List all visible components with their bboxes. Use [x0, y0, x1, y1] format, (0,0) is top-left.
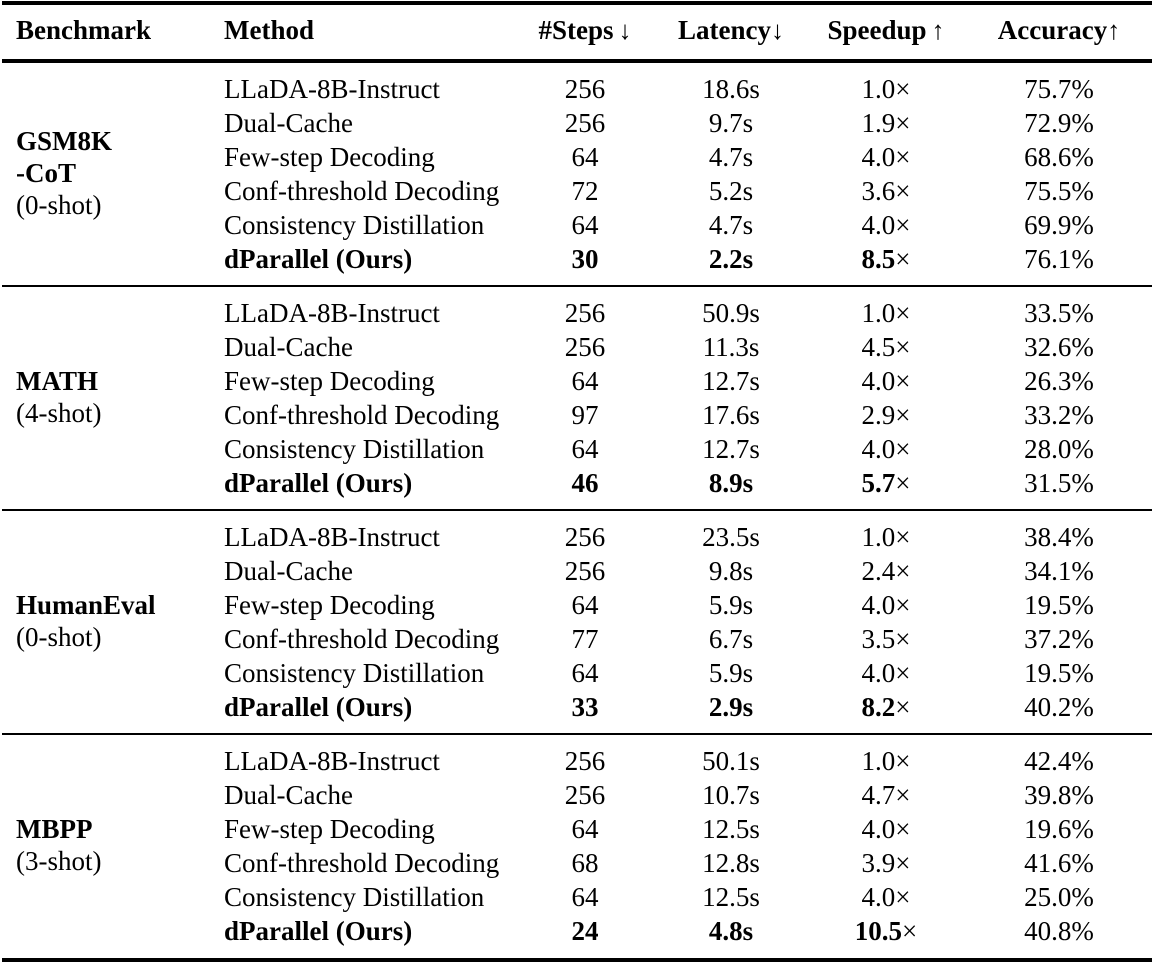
speedup-value-cell: [806, 242, 966, 276]
speedup-value-cell: [806, 330, 966, 364]
latency-value-cell: 18.6s: [702, 74, 760, 104]
accuracy-value-cell: 40.8%: [1024, 916, 1094, 946]
accuracy-value-cell: 38.4%: [1024, 522, 1094, 552]
column-header-latency: [656, 6, 806, 58]
speedup-value-cell: [806, 778, 966, 812]
arrow-up-icon-accuracy: ↑: [1107, 16, 1121, 45]
column-header-steps: [514, 6, 656, 58]
speedup-value-cell: [806, 466, 966, 500]
header-label-accuracy: Accuracy: [997, 15, 1108, 45]
speedup-number: 4.0: [861, 366, 896, 396]
accuracy-value-cell: 28.0%: [1024, 434, 1094, 464]
accuracy-value-cell: 76.1%: [1024, 244, 1094, 274]
column-header-accuracy: [966, 6, 1152, 58]
latency-value-cell: 4.7s: [708, 142, 754, 172]
multiplication-sign-icon: ×: [895, 590, 911, 620]
accuracy-value-cell: 26.3%: [1024, 366, 1094, 396]
speedup-number: 8.2: [861, 692, 896, 722]
method-name-cell: Conf-threshold Decoding: [224, 176, 500, 206]
accuracy-value-cell: 42.4%: [1024, 746, 1094, 776]
multiplication-sign-icon: ×: [895, 366, 911, 396]
accuracy-value-cell: 40.2%: [1024, 692, 1094, 722]
accuracy-value-cell: 32.6%: [1024, 332, 1094, 362]
column-header-benchmark: [2, 6, 214, 58]
speedup-value-cell: [806, 656, 966, 690]
steps-value-cell: 64: [571, 434, 599, 464]
benchmark-label-cell: [2, 520, 214, 724]
method-name-cell: Dual-Cache: [224, 556, 353, 586]
accuracy-value-cell: 69.9%: [1024, 210, 1094, 240]
speedup-number: 4.0: [861, 142, 896, 172]
steps-value-cell: 77: [571, 624, 599, 654]
method-name-cell: Conf-threshold Decoding: [224, 400, 500, 430]
method-name-cell: Conf-threshold Decoding: [224, 848, 500, 878]
table-row: [2, 744, 1152, 778]
latency-value-cell: 8.9s: [708, 468, 754, 498]
method-name-cell: Consistency Distillation: [224, 210, 485, 240]
latency-value-cell: 9.7s: [708, 108, 754, 138]
arrow-down-icon-latency: ↓: [770, 16, 784, 45]
method-name-cell: dParallel (Ours): [224, 916, 413, 946]
method-name-cell: Consistency Distillation: [224, 658, 485, 688]
steps-value-cell: 256: [564, 108, 606, 138]
header-label-speedup: Speedup: [827, 15, 927, 45]
block-spacer: [2, 63, 1152, 72]
speedup-value-cell: [806, 140, 966, 174]
multiplication-sign-icon: ×: [895, 692, 911, 722]
method-name-cell: Dual-Cache: [224, 332, 353, 362]
speedup-value-cell: [806, 520, 966, 554]
benchmark-label-cell: [2, 744, 214, 948]
benchmark-shot-setting: (0-shot): [16, 622, 102, 652]
latency-value-cell: 5.2s: [708, 176, 754, 206]
steps-value-cell: 256: [564, 74, 606, 104]
speedup-number: 4.5: [861, 332, 896, 362]
speedup-number: 1.9: [861, 108, 896, 138]
steps-value-cell: 64: [571, 366, 599, 396]
multiplication-sign-icon: ×: [895, 780, 911, 810]
block-spacer: [2, 735, 1152, 744]
latency-value-cell: 12.8s: [702, 848, 760, 878]
steps-value-cell: 64: [571, 658, 599, 688]
multiplication-sign-icon: ×: [895, 624, 911, 654]
multiplication-sign-icon: ×: [895, 298, 911, 328]
multiplication-sign-icon: ×: [895, 142, 911, 172]
method-name-cell: Few-step Decoding: [224, 366, 435, 396]
multiplication-sign-icon: ×: [895, 882, 911, 912]
header-row: [2, 6, 1152, 58]
speedup-value-cell: [806, 208, 966, 242]
speedup-value-cell: [806, 690, 966, 724]
speedup-value-cell: [806, 744, 966, 778]
header-label-latency: Latency: [678, 15, 771, 45]
speedup-number: 4.0: [861, 658, 896, 688]
multiplication-sign-icon: ×: [895, 556, 911, 586]
steps-value-cell: 256: [564, 522, 606, 552]
table-body: [2, 63, 1152, 957]
speedup-value-cell: [806, 846, 966, 880]
benchmark-label-cell: [2, 72, 214, 276]
latency-value-cell: 23.5s: [702, 522, 760, 552]
column-header-speedup: [806, 6, 966, 58]
steps-value-cell: 256: [564, 298, 606, 328]
method-name-cell: LLaDA-8B-Instruct: [224, 522, 440, 552]
method-name-cell: Conf-threshold Decoding: [224, 624, 500, 654]
accuracy-value-cell: 25.0%: [1024, 882, 1094, 912]
accuracy-value-cell: 33.5%: [1024, 298, 1094, 328]
latency-value-cell: 12.5s: [702, 814, 760, 844]
steps-value-cell: 256: [564, 332, 606, 362]
speedup-value-cell: [806, 432, 966, 466]
block-spacer: [2, 276, 1152, 285]
steps-value-cell: 64: [571, 142, 599, 172]
speedup-value-cell: [806, 622, 966, 656]
benchmark-name: MBPP: [16, 814, 93, 845]
latency-value-cell: 2.9s: [708, 692, 754, 722]
latency-value-cell: 4.7s: [708, 210, 754, 240]
method-name-cell: dParallel (Ours): [224, 692, 413, 722]
steps-value-cell: 30: [571, 244, 599, 274]
steps-value-cell: 72: [571, 176, 599, 206]
accuracy-value-cell: 19.6%: [1024, 814, 1094, 844]
steps-value-cell: 256: [564, 780, 606, 810]
method-name-cell: LLaDA-8B-Instruct: [224, 746, 440, 776]
latency-value-cell: 50.1s: [702, 746, 760, 776]
speedup-number: 3.9: [861, 848, 896, 878]
steps-value-cell: 33: [571, 692, 599, 722]
speedup-number: 4.0: [861, 434, 896, 464]
speedup-number: 1.0: [861, 74, 896, 104]
steps-value-cell: 64: [571, 882, 599, 912]
header-label-benchmark: Benchmark: [16, 15, 151, 45]
benchmark-name: HumanEval: [16, 590, 156, 621]
speedup-number: 1.0: [861, 746, 896, 776]
latency-value-cell: 6.7s: [708, 624, 754, 654]
method-name-cell: dParallel (Ours): [224, 244, 413, 274]
steps-value-cell: 256: [564, 556, 606, 586]
benchmark-shot-setting: (3-shot): [16, 846, 102, 876]
multiplication-sign-icon: ×: [895, 176, 911, 206]
speedup-value-cell: [806, 72, 966, 106]
latency-value-cell: 5.9s: [708, 590, 754, 620]
method-name-cell: Few-step Decoding: [224, 814, 435, 844]
speedup-number: 3.6: [861, 176, 896, 206]
method-name-cell: LLaDA-8B-Instruct: [224, 74, 440, 104]
method-name-cell: dParallel (Ours): [224, 468, 413, 498]
speedup-number: 4.0: [861, 210, 896, 240]
speedup-number: 8.5: [861, 244, 896, 274]
speedup-number: 3.5: [861, 624, 896, 654]
method-name-cell: Few-step Decoding: [224, 142, 435, 172]
latency-value-cell: 11.3s: [702, 332, 760, 362]
steps-value-cell: 64: [571, 590, 599, 620]
latency-value-cell: 5.9s: [708, 658, 754, 688]
method-name-cell: Consistency Distillation: [224, 882, 485, 912]
multiplication-sign-icon: ×: [895, 848, 911, 878]
block-spacer: [2, 511, 1152, 520]
accuracy-value-cell: 68.6%: [1024, 142, 1094, 172]
multiplication-sign-icon: ×: [895, 522, 911, 552]
block-spacer: [2, 724, 1152, 733]
speedup-number: 4.0: [861, 814, 896, 844]
speedup-number: 10.5: [854, 916, 902, 946]
speedup-value-cell: [806, 106, 966, 140]
table-row: [2, 296, 1152, 330]
steps-value-cell: 24: [571, 916, 599, 946]
multiplication-sign-icon: ×: [895, 400, 911, 430]
accuracy-value-cell: 75.5%: [1024, 176, 1094, 206]
latency-value-cell: 12.7s: [702, 434, 760, 464]
arrow-up-icon-speedup: ↑: [931, 16, 945, 45]
steps-value-cell: 64: [571, 210, 599, 240]
speedup-number: 5.7: [861, 468, 896, 498]
speedup-number: 1.0: [861, 298, 896, 328]
speedup-value-cell: [806, 296, 966, 330]
multiplication-sign-icon: ×: [895, 244, 911, 274]
header-label-steps: #Steps: [538, 15, 614, 45]
accuracy-value-cell: 34.1%: [1024, 556, 1094, 586]
method-name-cell: Dual-Cache: [224, 108, 353, 138]
accuracy-value-cell: 39.8%: [1024, 780, 1094, 810]
accuracy-value-cell: 19.5%: [1024, 658, 1094, 688]
accuracy-value-cell: 33.2%: [1024, 400, 1094, 430]
latency-value-cell: 4.8s: [708, 916, 754, 946]
multiplication-sign-icon: ×: [895, 434, 911, 464]
bottom-rule: [2, 957, 1152, 963]
accuracy-value-cell: 31.5%: [1024, 468, 1094, 498]
speedup-value-cell: [806, 554, 966, 588]
latency-value-cell: 9.8s: [708, 556, 754, 586]
method-name-cell: Few-step Decoding: [224, 590, 435, 620]
benchmark-results-table: [2, 0, 1152, 963]
multiplication-sign-icon: ×: [895, 468, 911, 498]
benchmark-name: GSM8K: [16, 126, 113, 157]
header-label-method: Method: [224, 15, 314, 45]
multiplication-sign-icon: ×: [895, 658, 911, 688]
speedup-number: 4.7: [861, 780, 896, 810]
multiplication-sign-icon: ×: [895, 332, 911, 362]
multiplication-sign-icon: ×: [895, 210, 911, 240]
speedup-value-cell: [806, 588, 966, 622]
accuracy-value-cell: 75.7%: [1024, 74, 1094, 104]
speedup-number: 1.0: [861, 522, 896, 552]
table-row: [2, 72, 1152, 106]
speedup-value-cell: [806, 914, 966, 948]
accuracy-value-cell: 37.2%: [1024, 624, 1094, 654]
arrow-down-icon-steps: ↓: [618, 16, 632, 45]
accuracy-value-cell: 19.5%: [1024, 590, 1094, 620]
block-spacer: [2, 287, 1152, 296]
speedup-number: 4.0: [861, 882, 896, 912]
benchmark-shot-setting: (4-shot): [16, 398, 102, 428]
multiplication-sign-icon: ×: [895, 108, 911, 138]
benchmark-label-cell: [2, 296, 214, 500]
steps-value-cell: 97: [571, 400, 599, 430]
accuracy-value-cell: 41.6%: [1024, 848, 1094, 878]
multiplication-sign-icon: ×: [895, 74, 911, 104]
steps-value-cell: 256: [564, 746, 606, 776]
steps-value-cell: 68: [571, 848, 599, 878]
benchmark-name-line2: -CoT: [16, 158, 76, 189]
method-name-cell: LLaDA-8B-Instruct: [224, 298, 440, 328]
speedup-value-cell: [806, 812, 966, 846]
benchmark-name: MATH: [16, 366, 98, 397]
column-header-method: [214, 6, 514, 58]
latency-value-cell: 10.7s: [702, 780, 760, 810]
latency-value-cell: 12.5s: [702, 882, 760, 912]
table-row: [2, 520, 1152, 554]
table-footer: [2, 957, 1152, 963]
steps-value-cell: 64: [571, 814, 599, 844]
latency-value-cell: 2.2s: [708, 244, 754, 274]
latency-value-cell: 50.9s: [702, 298, 760, 328]
multiplication-sign-icon: ×: [895, 814, 911, 844]
block-spacer: [2, 500, 1152, 509]
steps-value-cell: 46: [571, 468, 599, 498]
speedup-value-cell: [806, 174, 966, 208]
accuracy-value-cell: 72.9%: [1024, 108, 1094, 138]
multiplication-sign-icon: ×: [895, 746, 911, 776]
latency-value-cell: 12.7s: [702, 366, 760, 396]
method-name-cell: Dual-Cache: [224, 780, 353, 810]
table-header: [2, 0, 1152, 63]
latency-value-cell: 17.6s: [702, 400, 760, 430]
speedup-number: 4.0: [861, 590, 896, 620]
speedup-value-cell: [806, 880, 966, 914]
speedup-number: 2.9: [861, 400, 896, 430]
multiplication-sign-icon: ×: [902, 916, 918, 946]
speedup-value-cell: [806, 398, 966, 432]
benchmark-shot-setting: (0-shot): [16, 189, 102, 220]
speedup-value-cell: [806, 364, 966, 398]
block-spacer: [2, 948, 1152, 957]
speedup-number: 2.4: [861, 556, 896, 586]
method-name-cell: Consistency Distillation: [224, 434, 485, 464]
